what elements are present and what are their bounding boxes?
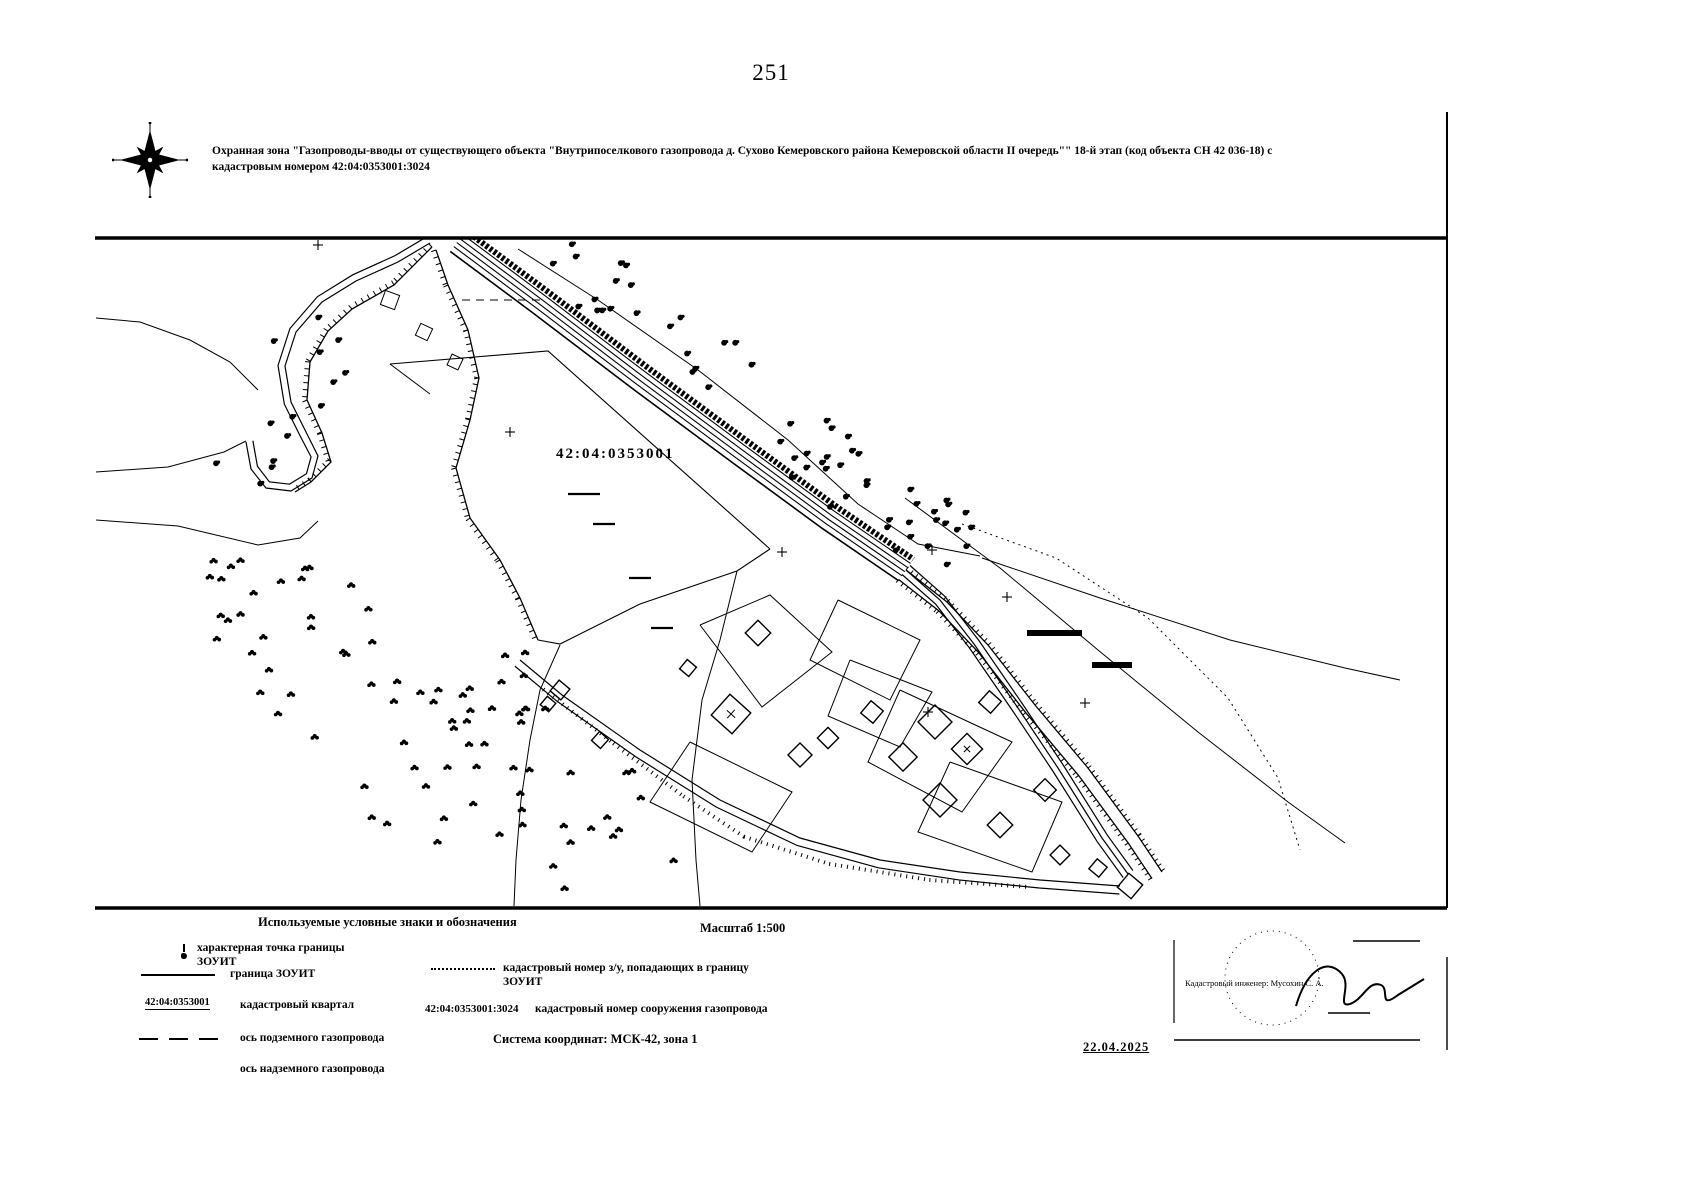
map-linework [96, 224, 1400, 906]
map-title-line2: кадастровым номером 42:04:0353001:3024 [212, 161, 430, 173]
legend-item-boundary-point: характерная точка границы ЗОУИТ [197, 942, 345, 968]
dashed-line-symbol [139, 1038, 218, 1040]
legend-item-pipeline-number: кадастровый номер сооружения газопровода [535, 1003, 768, 1015]
dotted-line-symbol [431, 968, 495, 970]
legend-item-zouit-border: граница ЗОУИТ [230, 968, 316, 980]
coordinate-system-label: Система координат: МСК-42, зона 1 [493, 1032, 698, 1046]
engineer-signature-label: Кадастровый инженер: Мусохин С. А. [1185, 978, 1324, 988]
legend-header: Используемые условные знаки и обозначения [258, 915, 517, 929]
boundary-point-symbol [178, 944, 192, 962]
legend-item-aboveground-axis: ось надземного газопровода [240, 1063, 385, 1075]
signature-date: 22.04.2025 [1083, 1040, 1150, 1054]
page-number: 251 [752, 60, 790, 85]
legend-item-cadastral-quarter: кадастровый квартал [240, 999, 355, 1011]
parcel-label: 42:04:0353001 [556, 446, 675, 462]
map-title-line1: Охранная зона "Газопроводы-вводы от существующего объекта "Внутрипоселкового газопровода д. Сухово Кемеровского района Кемеровской области II очередь"" 18-й этап (код объекта СН 42 036-18) с [212, 145, 1273, 157]
boundary-point-dot [181, 953, 187, 959]
scale-label: Масштаб 1:500 [700, 921, 786, 935]
zouit-line-symbol [141, 974, 215, 976]
cadastral-number-symbol: 42:04:0353001:3024 [425, 1003, 519, 1015]
cadastral-quarter-symbol: 42:04:0353001 [145, 997, 210, 1008]
signature-block-lines [1174, 931, 1447, 1050]
legend-item-underground-axis: ось подземного газопровода [240, 1032, 385, 1044]
legend-item-parcel-number: кадастровый номер з/у, попадающих в границу ЗОУИТ [503, 962, 749, 988]
boundary-point-tick [183, 944, 185, 952]
